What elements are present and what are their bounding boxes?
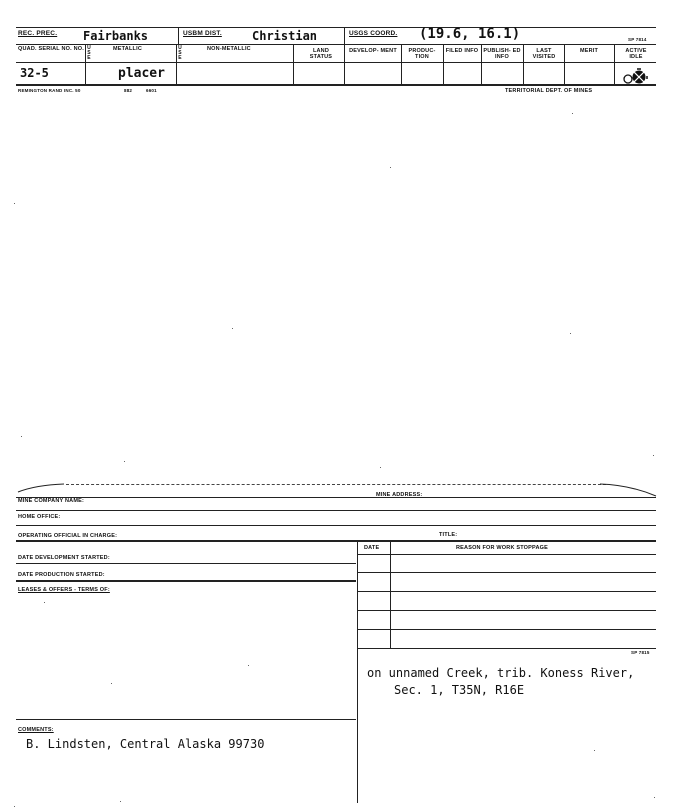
- divider: [481, 44, 482, 84]
- rule: [16, 540, 656, 542]
- rule-bottom: [16, 84, 656, 86]
- usgs-coord-label: USGS COORD.: [349, 30, 398, 37]
- scan-speck: [248, 665, 249, 666]
- title-label: TITLE:: [439, 532, 458, 538]
- rule: [16, 525, 656, 526]
- col-quad-serial: QUAD. SERIAL NO. NO.: [18, 46, 84, 52]
- col-production: PRODUC- TION: [408, 48, 436, 60]
- col-non-metallic: NON-METALLIC: [207, 46, 251, 52]
- printer-credit: REMINGTON RAND INC. 50: [18, 88, 81, 93]
- location-line-1: on unnamed Creek, trib. Koness River,: [367, 666, 635, 680]
- usbm-dist-value: Christian: [252, 29, 318, 43]
- printer-code-1: 882: [124, 88, 133, 93]
- rec-prec-label: REC. PREC.: [18, 30, 58, 37]
- scan-speck: [653, 455, 654, 456]
- divider: [523, 44, 524, 84]
- card-corner-curve-left: [16, 482, 66, 494]
- divider: [390, 541, 391, 648]
- card-corner-curve: [600, 482, 658, 498]
- col-land-status: LAND STATUS: [309, 48, 333, 60]
- rule: [16, 510, 656, 511]
- rule: [16, 719, 356, 720]
- rule: [358, 629, 656, 630]
- rule-top: [16, 27, 656, 28]
- rec-prec-value: Fairbanks: [83, 29, 149, 43]
- divider: [401, 44, 402, 84]
- col-active-idle: ACTIVE IDLE: [625, 48, 647, 60]
- rule: [358, 648, 656, 649]
- operating-official-label: OPERATING OFFICIAL IN CHARGE:: [18, 533, 118, 539]
- divider: [85, 44, 86, 84]
- usbm-dist-label: USBM DIST.: [183, 30, 222, 37]
- divider: [176, 44, 177, 84]
- reason-col-label: REASON FOR WORK STOPPAGE: [456, 545, 548, 551]
- date-col-label: DATE: [364, 545, 380, 551]
- scan-speck: [14, 806, 15, 807]
- col-merit: MERIT: [579, 48, 599, 54]
- territorial-dept: TERRITORIAL DEPT. OF MINES: [505, 88, 593, 94]
- rule: [358, 572, 656, 573]
- scan-speck: [380, 467, 381, 468]
- quad-serial-value: 32-5: [20, 66, 49, 80]
- mine-address-label: MINE ADDRESS:: [376, 492, 423, 498]
- scan-speck: [232, 328, 233, 329]
- date-development-label: DATE DEVELOPMENT STARTED:: [18, 555, 110, 561]
- col-development: DEVELOP- MENT: [349, 48, 397, 54]
- comments-label: COMMENTS:: [18, 727, 54, 733]
- col-last-visited: LAST VISITED: [532, 48, 556, 60]
- col-filed-info: FILED INFO: [445, 48, 479, 54]
- divider: [357, 541, 358, 803]
- leases-label: LEASES & OFFERS - TERMS OF:: [18, 587, 110, 593]
- divider: [443, 44, 444, 84]
- rule: [16, 497, 656, 498]
- card-edge: [66, 484, 606, 485]
- divider: [564, 44, 565, 84]
- scan-speck: [120, 801, 121, 802]
- col-use-1: U S E: [87, 45, 91, 61]
- scan-speck: [111, 683, 112, 684]
- location-line-2: Sec. 1, T35N, R16E: [394, 683, 525, 697]
- rule-values-top: [16, 62, 656, 63]
- scan-speck: [572, 113, 573, 114]
- rule: [16, 580, 356, 582]
- divider: [344, 44, 345, 84]
- mine-company-name-label: MINE COMPANY NAME:: [18, 498, 85, 504]
- rule: [16, 563, 356, 564]
- home-office-label: HOME OFFICE:: [18, 514, 61, 520]
- divider: [178, 27, 179, 44]
- rule: [358, 591, 656, 592]
- divider: [293, 44, 294, 84]
- rule: [358, 554, 656, 555]
- rule: [358, 610, 656, 611]
- form-number: SP 7814: [628, 37, 647, 42]
- col-metallic: METALLIC: [113, 46, 142, 52]
- metallic-value: placer: [118, 66, 165, 81]
- comments-value: B. Lindsten, Central Alaska 99730: [26, 737, 265, 751]
- printer-code-2: 6601: [146, 88, 157, 93]
- scan-speck: [594, 750, 595, 751]
- scan-speck: [570, 333, 571, 334]
- rule-columns: [16, 44, 656, 45]
- col-published-info: PUBLISH- ED INFO: [483, 48, 521, 60]
- scan-speck: [390, 167, 391, 168]
- date-production-label: DATE PRODUCTION STARTED:: [18, 572, 105, 578]
- scan-speck: [21, 436, 22, 437]
- form-number-back: SP 7815: [631, 650, 650, 655]
- scan-speck: [124, 461, 125, 462]
- divider: [614, 44, 615, 84]
- usgs-coord-value: (19.6, 16.1): [419, 26, 521, 42]
- scan-speck: [44, 602, 45, 603]
- active-mine-symbol-icon: [622, 66, 650, 86]
- divider: [344, 27, 345, 44]
- scan-speck: [14, 203, 15, 204]
- col-use-2: U S E: [178, 45, 182, 61]
- scan-speck: [654, 797, 655, 798]
